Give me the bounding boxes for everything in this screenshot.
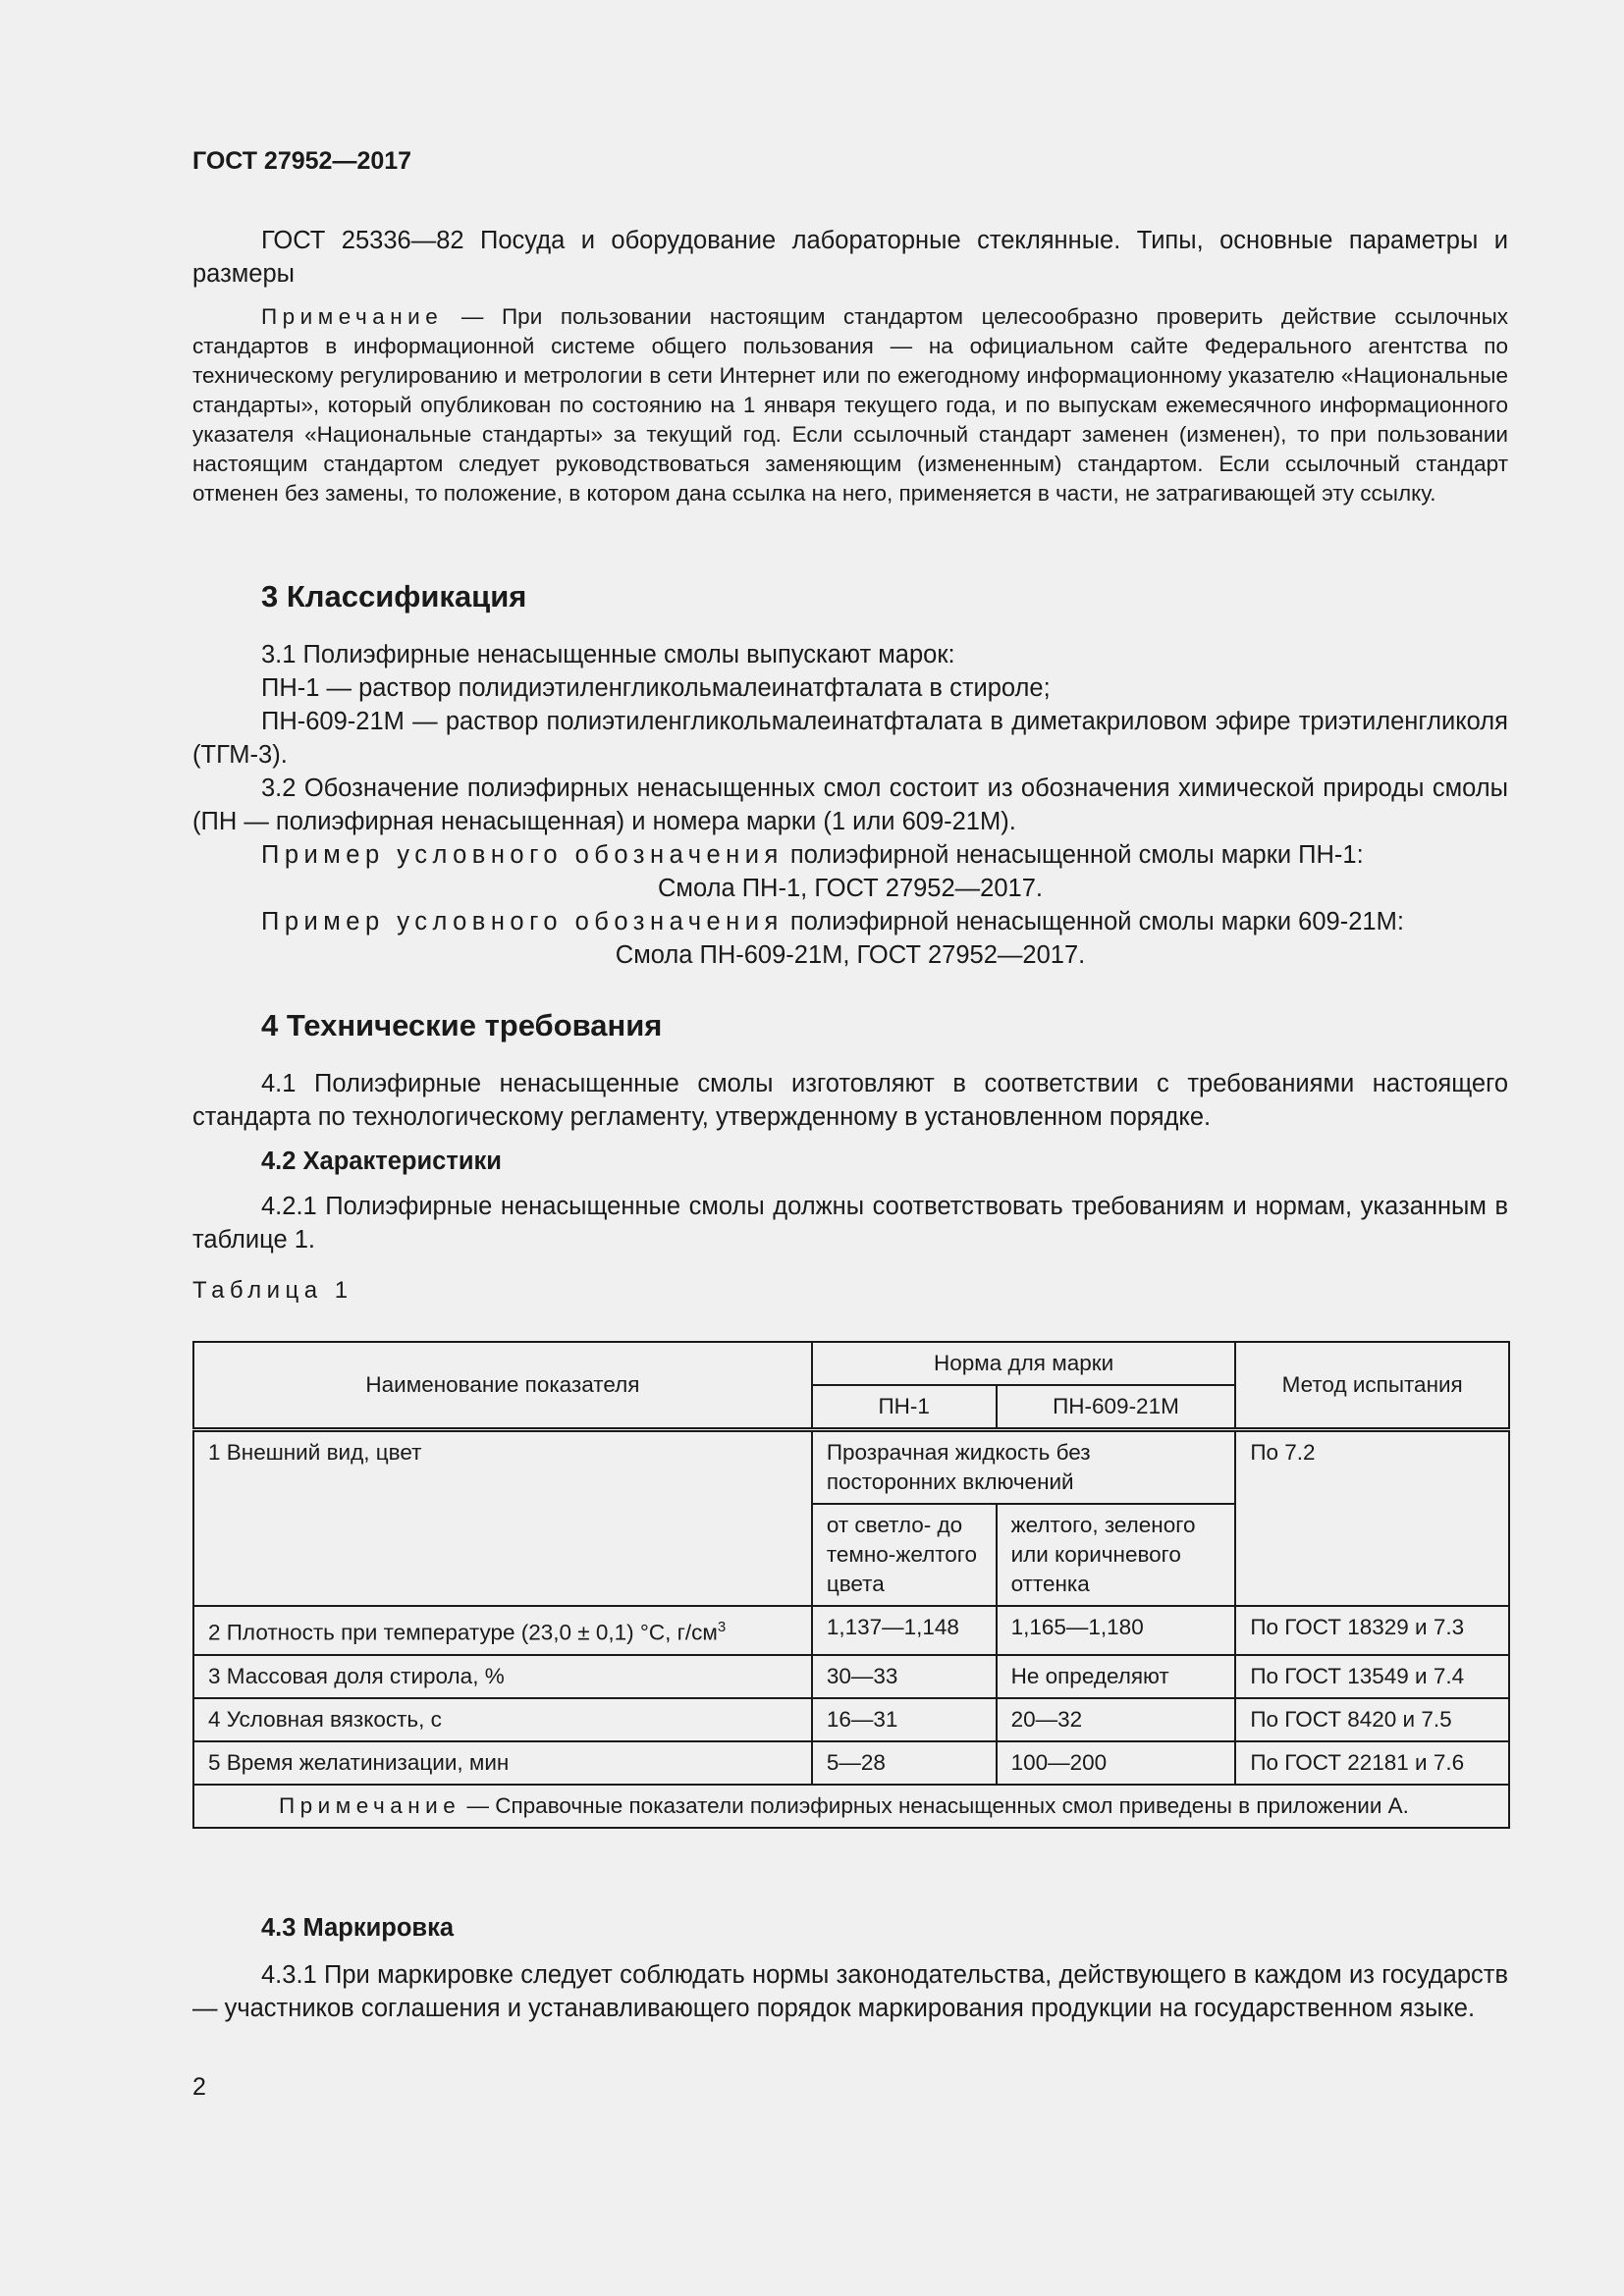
- section-3: [192, 579, 1508, 972]
- header-method-cell: Метод испытания: [1235, 1342, 1509, 1430]
- note-label: Примечание: [261, 304, 444, 329]
- section-4: [192, 1008, 1508, 1306]
- table-1-wrapper: [192, 1341, 1510, 1829]
- example-1-intro: Пример условного обозначения полиэфирной ненасыщенной смолы марки ПН-1:: [261, 841, 1364, 869]
- example-2-value: Смола ПН-609-21М, ГОСТ 27952—2017.: [615, 941, 1086, 969]
- row1-name: 1 Внешний вид, цвет: [193, 1430, 812, 1607]
- table-row: [193, 1606, 1509, 1655]
- row1-pn609: желтого, зеленого или коричневого оттенка: [997, 1504, 1236, 1606]
- row4-name: 4 Условная вязкость, с: [193, 1698, 812, 1741]
- table-row: [193, 1741, 1509, 1785]
- row1-method: По 7.2: [1235, 1430, 1509, 1607]
- table-row: [193, 1698, 1509, 1741]
- row3-method: По ГОСТ 13549 и 7.4: [1235, 1655, 1509, 1698]
- row5-name: 5 Время желатинизации, мин: [193, 1741, 812, 1785]
- document-header: ГОСТ 27952—2017: [192, 147, 412, 175]
- table-caption: Таблица 1: [192, 1277, 353, 1304]
- reference-gost-25336: ГОСТ 25336—82 Посуда и оборудование лабораторные стеклянные. Типы, основные параметры и размеры: [192, 227, 1508, 288]
- subsection-4-2-title: 4.2 Характеристики: [261, 1148, 502, 1175]
- row2-method: По ГОСТ 18329 и 7.3: [1235, 1606, 1509, 1655]
- header-norm-cell: Норма для марки: [812, 1342, 1236, 1385]
- paragraph-4-1: 4.1 Полиэфирные ненасыщенные смолы изготовляют в соответствии с требованиями настоящего стандарта по технологическому регламенту, утвержденному в установленном порядке.: [192, 1070, 1508, 1131]
- references-block: [192, 224, 1508, 508]
- row4-pn609: 20—32: [997, 1698, 1236, 1741]
- note-text: — При пользовании настоящим стандартом целесообразно проверить действие ссылочных стандартов в информационной системе общего пользования — на официальном сайте Федерального агентства по техническому регулированию и метрологии в сети Интернет или по ежегодному информационному указателю «Национальные стандарты», который опубликован по состоянию на 1 января текущего года, и по выпускам ежемесячного информационного указателя «Национальные стандарты» за текущий год. Если ссылочный стандарт заменен (изменен), то при пользовании настоящим стандартом следует руководствоваться заменяющим (измененным) стандартом. Если ссылочный стандарт отменен без замены, то положение, в котором дана ссылка на него, применяется в части, не затрагивающей эту ссылку.: [192, 304, 1508, 506]
- row3-pn1: 30—33: [812, 1655, 997, 1698]
- subsection-4-3: [192, 1914, 1508, 2025]
- table-row: [193, 1430, 1509, 1505]
- table-note: Примечание — Справочные показатели полиэфирных ненасыщенных смол приведены в приложении А.: [193, 1785, 1509, 1828]
- references-note: [192, 302, 1508, 508]
- header-pn1-cell: ПН-1: [812, 1385, 997, 1430]
- table-note-row: [193, 1785, 1509, 1828]
- row2-pn609: 1,165—1,180: [997, 1606, 1236, 1655]
- page-number: 2: [192, 2073, 206, 2101]
- table-row: [193, 1655, 1509, 1698]
- section-3-title: 3 Классификация: [261, 579, 527, 614]
- example-1-value: Смола ПН-1, ГОСТ 27952—2017.: [658, 875, 1043, 902]
- row5-method: По ГОСТ 22181 и 7.6: [1235, 1741, 1509, 1785]
- paragraph-pn-609: ПН-609-21М — раствор полиэтиленгликольмалеинатфталата в диметакриловом эфире триэтиленгликоля (ТГМ-3).: [192, 708, 1508, 769]
- row2-pn1: 1,137—1,148: [812, 1606, 997, 1655]
- row5-pn1: 5—28: [812, 1741, 997, 1785]
- table-header-row: [193, 1342, 1509, 1385]
- example-label: Пример условного обозначения: [261, 841, 784, 869]
- row4-pn1: 16—31: [812, 1698, 997, 1741]
- table-1: [192, 1341, 1510, 1829]
- paragraph-3-1: 3.1 Полиэфирные ненасыщенные смолы выпускают марок:: [261, 641, 955, 668]
- row1-common: Прозрачная жидкость без посторонних включений: [812, 1430, 1236, 1505]
- paragraph-4-2-1: 4.2.1 Полиэфирные ненасыщенные смолы должны соответствовать требованиям и нормам, указанным в таблице 1.: [192, 1193, 1508, 1254]
- header-name-cell: Наименование показателя: [193, 1342, 812, 1430]
- subsection-4-3-title: 4.3 Маркировка: [261, 1914, 455, 1942]
- row2-name: 2 Плотность при температуре (23,0 ± 0,1) °С, $г/см^3$: [193, 1606, 812, 1655]
- row3-name: 3 Массовая доля стирола, %: [193, 1655, 812, 1698]
- row4-method: По ГОСТ 8420 и 7.5: [1235, 1698, 1509, 1741]
- section-4-title: 4 Технические требования: [261, 1008, 663, 1042]
- row1-pn1: от светло- до темно-желтого цвета: [812, 1504, 997, 1606]
- header-pn609-cell: ПН-609-21М: [997, 1385, 1236, 1430]
- paragraph-pn-1: ПН-1 — раствор полидиэтиленгликольмалеинатфталата в стироле;: [261, 674, 1051, 702]
- row3-pn609: Не определяют: [997, 1655, 1236, 1698]
- paragraph-4-3-1: 4.3.1 При маркировке следует соблюдать нормы законодательства, действующего в каждом из государств — участников соглашения и устанавливающего порядок маркирования продукции на государственном языке.: [192, 1961, 1508, 2022]
- paragraph-3-2: 3.2 Обозначение полиэфирных ненасыщенных смол состоит из обозначения химической природы смолы (ПН — полиэфирная ненасыщенная) и номера марки (1 или 609-21М).: [192, 774, 1508, 835]
- example-2-intro: Пример условного обозначения полиэфирной ненасыщенной смолы марки 609-21М:: [261, 908, 1404, 935]
- example-label: Пример условного обозначения: [261, 908, 784, 935]
- row5-pn609: 100—200: [997, 1741, 1236, 1785]
